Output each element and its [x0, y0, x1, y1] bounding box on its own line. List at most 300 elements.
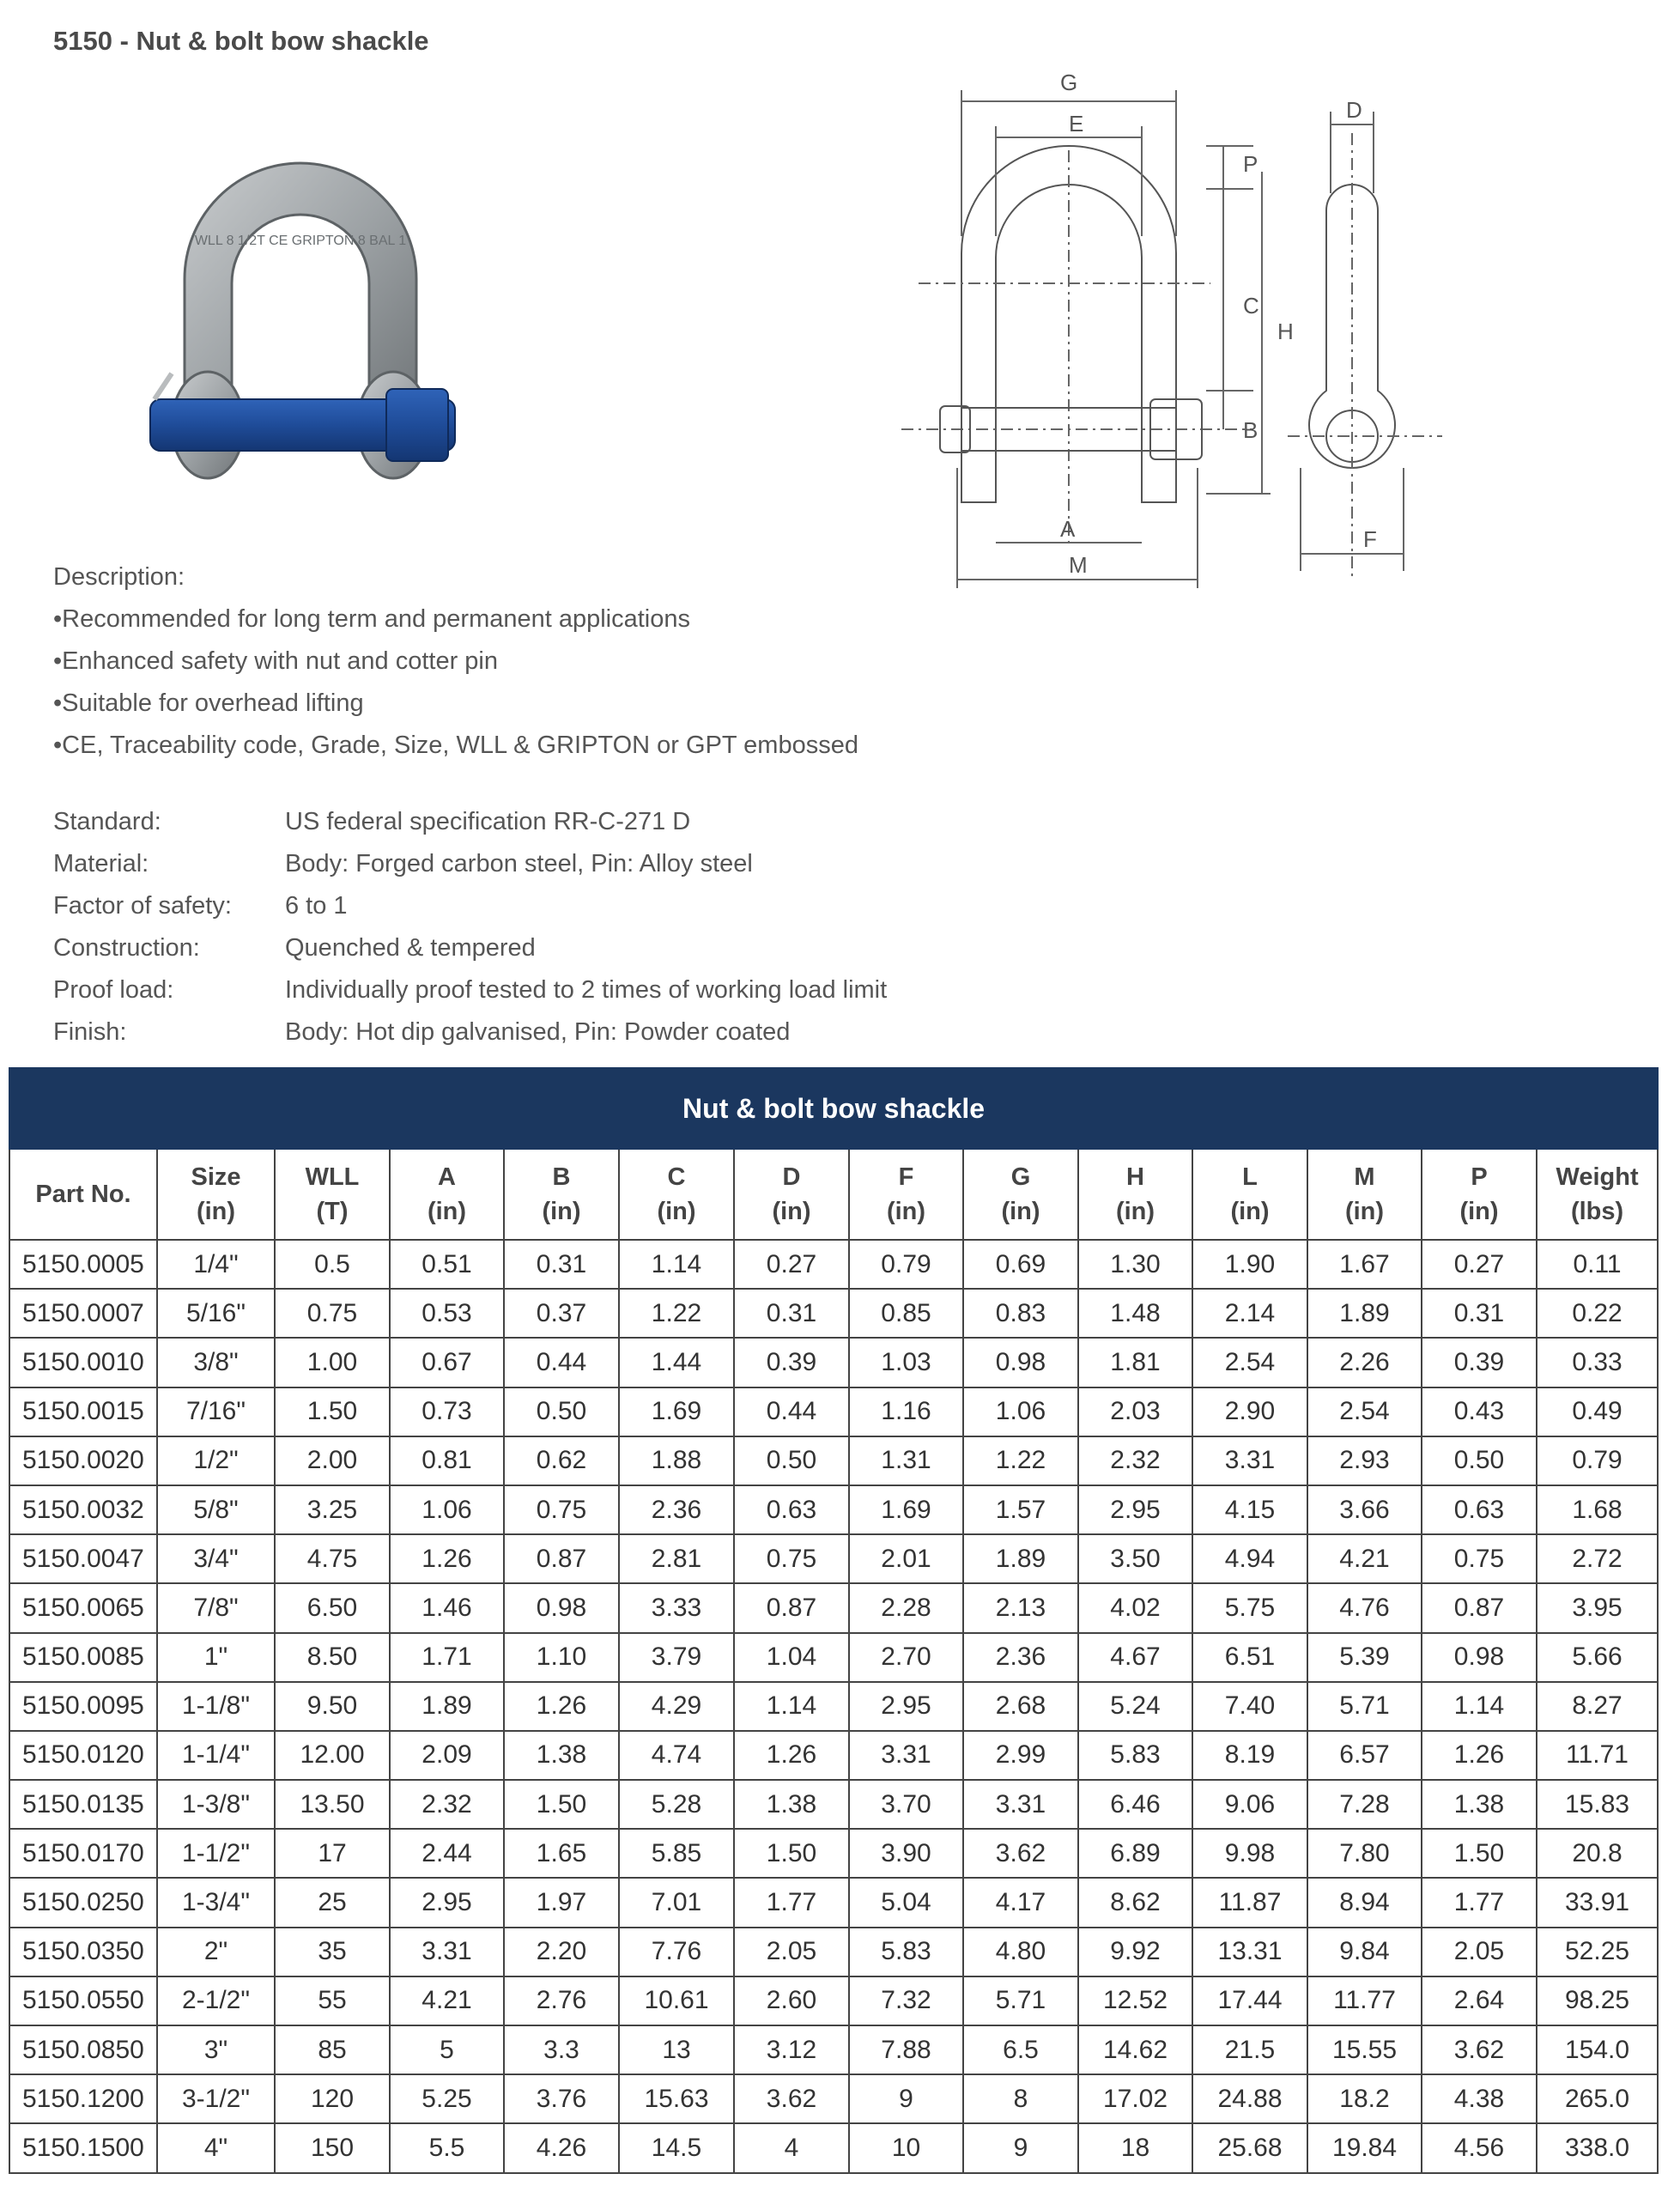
dim-label-m: M [1069, 552, 1088, 578]
table-cell: 2.26 [1307, 1338, 1422, 1387]
description [53, 556, 858, 767]
dim-label-c: C [1243, 293, 1259, 319]
table-cell: 1.65 [504, 1829, 619, 1878]
table-cell: 2.13 [963, 1583, 1078, 1632]
table-cell: 0.81 [390, 1436, 504, 1485]
table-cell: 5150.0047 [9, 1534, 157, 1583]
column-unit: (in) [427, 1198, 467, 1225]
table-cell: 98.25 [1537, 1976, 1658, 2025]
table-cell: 5.24 [1078, 1682, 1192, 1731]
table-cell: 0.83 [963, 1289, 1078, 1338]
table-cell: 5150.0020 [9, 1436, 157, 1485]
table-row [9, 1878, 1658, 1927]
table-cell: 4.74 [619, 1731, 734, 1780]
table-cell: 7/8" [157, 1583, 275, 1632]
table-cell: 1.67 [1307, 1240, 1422, 1289]
table-cell: 4.75 [275, 1534, 390, 1583]
table-cell: 2.54 [1192, 1338, 1307, 1387]
table-cell: 2.95 [1078, 1485, 1192, 1534]
spec-row [53, 885, 887, 927]
column-header [390, 1149, 504, 1240]
table-cell: 4 [734, 2123, 849, 2172]
table-cell: 1.69 [849, 1485, 963, 1534]
table-cell: 4.56 [1422, 2123, 1537, 2172]
table-cell: 5150.0007 [9, 1289, 157, 1338]
table-cell: 1.71 [390, 1633, 504, 1682]
table-cell: 1.22 [963, 1436, 1078, 1485]
table-cell: 8.19 [1192, 1731, 1307, 1780]
column-header [849, 1149, 963, 1240]
table-cell: 2.36 [963, 1633, 1078, 1682]
table-cell: 0.44 [504, 1338, 619, 1387]
column-header [275, 1149, 390, 1240]
table-cell: 5.5 [390, 2123, 504, 2172]
table-cell: 0.79 [1537, 1436, 1658, 1485]
table-cell: 2.95 [849, 1682, 963, 1731]
dim-label-h: H [1277, 319, 1294, 344]
table-cell: 35 [275, 1928, 390, 1976]
table-cell: 12.00 [275, 1731, 390, 1780]
table-cell: 5.25 [390, 2074, 504, 2123]
table-cell: 4.15 [1192, 1485, 1307, 1534]
table-cell: 0.31 [504, 1240, 619, 1289]
table-cell: 9.98 [1192, 1829, 1307, 1878]
column-header [9, 1149, 157, 1240]
table-cell: 25.68 [1192, 2123, 1307, 2172]
column-name: B [552, 1163, 571, 1191]
table-cell: 1.88 [619, 1436, 734, 1485]
table-cell: 4.94 [1192, 1534, 1307, 1583]
table-cell: 5150.0085 [9, 1633, 157, 1682]
table-cell: 1.06 [390, 1485, 504, 1534]
table-cell: 3.33 [619, 1583, 734, 1632]
table-cell: 0.11 [1537, 1240, 1658, 1289]
table-cell: 2.32 [1078, 1436, 1192, 1485]
table-cell: 0.75 [1422, 1534, 1537, 1583]
table-cell: 7.76 [619, 1928, 734, 1976]
table-cell: 5.39 [1307, 1633, 1422, 1682]
table-cell: 1.03 [849, 1338, 963, 1387]
column-unit: (in) [1459, 1198, 1499, 1225]
table-cell: 0.27 [734, 1240, 849, 1289]
table-cell: 5150.0010 [9, 1338, 157, 1387]
table-cell: 1.00 [275, 1338, 390, 1387]
column-header [504, 1149, 619, 1240]
table-cell: 9.92 [1078, 1928, 1192, 1976]
table-cell: 17 [275, 1829, 390, 1878]
table-cell: 3.31 [849, 1731, 963, 1780]
table-cell: 7.28 [1307, 1780, 1422, 1829]
table-cell: 4.38 [1422, 2074, 1537, 2123]
table-cell: 2.76 [504, 1976, 619, 2025]
spec-row [53, 1011, 887, 1053]
table-cell: 1" [157, 1633, 275, 1682]
table-cell: 0.43 [1422, 1387, 1537, 1436]
table-cell: 2.09 [390, 1731, 504, 1780]
spec-row [53, 801, 887, 843]
table-cell: 0.27 [1422, 1240, 1537, 1289]
table-cell: 6.57 [1307, 1731, 1422, 1780]
table-cell: 0.33 [1537, 1338, 1658, 1387]
table-cell: 1.14 [734, 1682, 849, 1731]
table-cell: 0.44 [734, 1387, 849, 1436]
table-cell: 4.67 [1078, 1633, 1192, 1682]
table-cell: 2.36 [619, 1485, 734, 1534]
table-cell: 2.90 [1192, 1387, 1307, 1436]
spec-row [53, 927, 887, 969]
table-cell: 1/4" [157, 1240, 275, 1289]
table-cell: 2.93 [1307, 1436, 1422, 1485]
dim-label-p: P [1243, 151, 1258, 177]
dim-label-a: A [1060, 516, 1076, 542]
table-cell: 7.88 [849, 2025, 963, 2074]
table-cell: 5150.0135 [9, 1780, 157, 1829]
table-cell: 8 [963, 2074, 1078, 2123]
table-body [9, 1240, 1658, 2173]
table-cell: 18.2 [1307, 2074, 1422, 2123]
table-cell: 7/16" [157, 1387, 275, 1436]
shackle-photo [137, 142, 464, 511]
table-cell: 1.10 [504, 1633, 619, 1682]
column-unit: (in) [542, 1198, 581, 1225]
table-cell: 1.38 [504, 1731, 619, 1780]
table-cell: 7.40 [1192, 1682, 1307, 1731]
table-cell: 9 [849, 2074, 963, 2123]
column-unit: (in) [1230, 1198, 1270, 1225]
table-cell: 4.02 [1078, 1583, 1192, 1632]
spec-value: Body: Hot dip galvanised, Pin: Powder coated [285, 1018, 791, 1046]
column-name: Weight [1556, 1163, 1639, 1191]
table-cell: 3.62 [963, 1829, 1078, 1878]
column-header [1422, 1149, 1537, 1240]
table-cell: 1.77 [734, 1878, 849, 1927]
table-cell: 3.25 [275, 1485, 390, 1534]
table-cell: 3.3 [504, 2025, 619, 2074]
table-row [9, 1387, 1658, 1436]
table-cell: 3.70 [849, 1780, 963, 1829]
table-cell: 5150.1500 [9, 2123, 157, 2172]
table-cell: 24.88 [1192, 2074, 1307, 2123]
table-cell: 0.87 [734, 1583, 849, 1632]
table-cell: 1.44 [619, 1338, 734, 1387]
table-cell: 3.79 [619, 1633, 734, 1682]
column-name: C [667, 1163, 686, 1191]
table-cell: 1.50 [504, 1780, 619, 1829]
dimension-drawing [893, 64, 1511, 597]
table-cell: 3" [157, 2025, 275, 2074]
table-cell: 0.63 [1422, 1485, 1537, 1534]
table-cell: 2.81 [619, 1534, 734, 1583]
table-cell: 85 [275, 2025, 390, 2074]
table-row [9, 1682, 1658, 1731]
spec-row [53, 969, 887, 1011]
spec-label: Material: [53, 850, 149, 877]
description-bullet: • Enhanced safety with nut and cotter pin [53, 641, 858, 683]
table-cell: 7.01 [619, 1878, 734, 1927]
table-cell: 9.06 [1192, 1780, 1307, 1829]
table-cell: 0.31 [734, 1289, 849, 1338]
table-cell: 3-1/2" [157, 2074, 275, 2123]
table-cell: 5150.1200 [9, 2074, 157, 2123]
table-cell: 3.50 [1078, 1534, 1192, 1583]
table-cell: 7.32 [849, 1976, 963, 2025]
table-cell: 0.39 [1422, 1338, 1537, 1387]
column-header [1192, 1149, 1307, 1240]
table-cell: 0.98 [1422, 1633, 1537, 1682]
table-cell: 13.50 [275, 1780, 390, 1829]
table-cell: 2.99 [963, 1731, 1078, 1780]
table-cell: 120 [275, 2074, 390, 2123]
table-row [9, 2025, 1658, 2074]
table-cell: 1.57 [963, 1485, 1078, 1534]
table-cell: 1/2" [157, 1436, 275, 1485]
table-cell: 1.77 [1422, 1878, 1537, 1927]
column-name: Part No. [35, 1181, 131, 1208]
table-cell: 1.89 [963, 1534, 1078, 1583]
table-cell: 4.26 [504, 2123, 619, 2172]
table-cell: 5.04 [849, 1878, 963, 1927]
table-cell: 0.39 [734, 1338, 849, 1387]
column-name: WLL [305, 1163, 360, 1191]
table-cell: 2.70 [849, 1633, 963, 1682]
table-cell: 5150.0250 [9, 1878, 157, 1927]
table-cell: 1.26 [390, 1534, 504, 1583]
table-cell: 3.31 [963, 1780, 1078, 1829]
table-cell: 8.62 [1078, 1878, 1192, 1927]
column-name: M [1354, 1163, 1375, 1191]
table-cell: 4.76 [1307, 1583, 1422, 1632]
table-cell: 0.31 [1422, 1289, 1537, 1338]
table-row [9, 1780, 1658, 1829]
table-cell: 3.62 [734, 2074, 849, 2123]
table-cell: 1-1/8" [157, 1682, 275, 1731]
column-unit: (in) [1344, 1198, 1385, 1225]
table-cell: 5 [390, 2025, 504, 2074]
table-cell: 8.50 [275, 1633, 390, 1682]
table-row [9, 1436, 1658, 1485]
table-cell: 5150.0015 [9, 1387, 157, 1436]
column-unit: (in) [657, 1198, 696, 1225]
table-cell: 1.26 [504, 1682, 619, 1731]
table-cell: 1-1/4" [157, 1731, 275, 1780]
table-cell: 2.44 [390, 1829, 504, 1878]
table-cell: 2.00 [275, 1436, 390, 1485]
table-cell: 2.60 [734, 1976, 849, 2025]
table-cell: 17.02 [1078, 2074, 1192, 2123]
photo-embossing: WLL 8 1/2T CE GRIPTON 8 BAL 1 [194, 234, 407, 248]
table-cell: 1.89 [390, 1682, 504, 1731]
table-cell: 338.0 [1537, 2123, 1658, 2172]
table-cell: 5.71 [1307, 1682, 1422, 1731]
table-cell: 4.21 [1307, 1534, 1422, 1583]
table-cell: 5.83 [849, 1928, 963, 1976]
table-cell: 0.69 [963, 1240, 1078, 1289]
table-cell: 5150.0550 [9, 1976, 157, 2025]
column-header [1537, 1149, 1658, 1240]
table-cell: 0.5 [275, 1240, 390, 1289]
table-cell: 2.05 [1422, 1928, 1537, 1976]
column-name: F [898, 1163, 914, 1191]
table-cell: 2-1/2" [157, 1976, 275, 2025]
table-cell: 265.0 [1537, 2074, 1658, 2123]
table-cell: 3.90 [849, 1829, 963, 1878]
table-row [9, 1289, 1658, 1338]
description-heading: Description: [53, 563, 185, 591]
table-cell: 17.44 [1192, 1976, 1307, 2025]
table-cell: 15.83 [1537, 1780, 1658, 1829]
table-cell: 6.50 [275, 1583, 390, 1632]
table-cell: 5.28 [619, 1780, 734, 1829]
table-cell: 1.90 [1192, 1240, 1307, 1289]
table-cell: 15.63 [619, 2074, 734, 2123]
table-cell: 11.77 [1307, 1976, 1422, 2025]
table-row [9, 1928, 1658, 1976]
table-cell: 1-1/2" [157, 1829, 275, 1878]
table-cell: 2.72 [1537, 1534, 1658, 1583]
table-row [9, 1338, 1658, 1387]
table-cell: 150 [275, 2123, 390, 2172]
table-cell: 3/8" [157, 1338, 275, 1387]
table-cell: 0.49 [1537, 1387, 1658, 1436]
table-cell: 52.25 [1537, 1928, 1658, 1976]
table-cell: 1.46 [390, 1583, 504, 1632]
product-table [9, 1067, 1657, 2174]
table-cell: 18 [1078, 2123, 1192, 2172]
column-header [963, 1149, 1078, 1240]
table-cell: 3.62 [1422, 2025, 1537, 2074]
table-cell: 0.50 [1422, 1436, 1537, 1485]
column-header [157, 1149, 275, 1240]
table-cell: 11.87 [1192, 1878, 1307, 1927]
table-cell: 14.62 [1078, 2025, 1192, 2074]
table-header-row [9, 1149, 1658, 1240]
table-cell: 0.73 [390, 1387, 504, 1436]
column-name: D [782, 1163, 801, 1191]
table-cell: 1.89 [1307, 1289, 1422, 1338]
table-cell: 4" [157, 2123, 275, 2172]
table-cell: 0.85 [849, 1289, 963, 1338]
description-bullet: • Recommended for long term and permanent applications [53, 598, 858, 641]
table-cell: 3.66 [1307, 1485, 1422, 1534]
table-cell: 5150.0350 [9, 1928, 157, 1976]
table-cell: 1.16 [849, 1387, 963, 1436]
table-cell: 2.68 [963, 1682, 1078, 1731]
table-cell: 5150.0065 [9, 1583, 157, 1632]
table-cell: 5150.0120 [9, 1731, 157, 1780]
table-cell: 3/4" [157, 1534, 275, 1583]
column-unit: (in) [1115, 1198, 1155, 1225]
table-row [9, 1731, 1658, 1780]
table-cell: 5150.0850 [9, 2025, 157, 2074]
column-header [1307, 1149, 1422, 1240]
table-cell: 4.17 [963, 1878, 1078, 1927]
table-cell: 14.5 [619, 2123, 734, 2172]
table-cell: 19.84 [1307, 2123, 1422, 2172]
table-cell: 25 [275, 1878, 390, 1927]
table-cell: 1.81 [1078, 1338, 1192, 1387]
spec-value: US federal specification RR-C-271 D [285, 808, 691, 835]
table-cell: 8.94 [1307, 1878, 1422, 1927]
table-cell: 5.85 [619, 1829, 734, 1878]
table-cell: 2" [157, 1928, 275, 1976]
table-cell: 0.98 [963, 1338, 1078, 1387]
table-cell: 1-3/4" [157, 1878, 275, 1927]
table-cell: 9.50 [275, 1682, 390, 1731]
table-cell: 1.06 [963, 1387, 1078, 1436]
table-cell: 1.30 [1078, 1240, 1192, 1289]
table-cell: 1.38 [734, 1780, 849, 1829]
table-cell: 3.76 [504, 2074, 619, 2123]
column-header [1078, 1149, 1192, 1240]
spec-label: Construction: [53, 934, 200, 962]
table-cell: 6.89 [1078, 1829, 1192, 1878]
table-cell: 0.62 [504, 1436, 619, 1485]
table-cell: 33.91 [1537, 1878, 1658, 1927]
dim-label-e: E [1069, 111, 1084, 137]
table-cell: 0.75 [275, 1289, 390, 1338]
table-cell: 1-3/8" [157, 1780, 275, 1829]
table-cell: 4.29 [619, 1682, 734, 1731]
table-cell: 6.46 [1078, 1780, 1192, 1829]
column-header [619, 1149, 734, 1240]
table-cell: 5/8" [157, 1485, 275, 1534]
table-cell: 12.52 [1078, 1976, 1192, 2025]
column-name: L [1242, 1163, 1258, 1191]
column-unit: (in) [196, 1198, 236, 1225]
table-row [9, 2123, 1658, 2172]
table-cell: 1.04 [734, 1633, 849, 1682]
table-cell: 0.87 [504, 1534, 619, 1583]
table-cell: 5150.0095 [9, 1682, 157, 1731]
table-cell: 3.31 [1192, 1436, 1307, 1485]
table-cell: 2.28 [849, 1583, 963, 1632]
table-cell: 1.22 [619, 1289, 734, 1338]
dim-label-f: F [1363, 526, 1377, 552]
table-cell: 2.05 [734, 1928, 849, 1976]
table-cell: 10 [849, 2123, 963, 2172]
table-cell: 0.51 [390, 1240, 504, 1289]
spec-value: Individually proof tested to 2 times of working load limit [285, 976, 888, 1004]
table-row [9, 1485, 1658, 1534]
description-bullet: • CE, Traceability code, Grade, Size, WLL & GRIPTON or GPT embossed [53, 725, 858, 767]
table-cell: 3.12 [734, 2025, 849, 2074]
column-name: G [1010, 1163, 1031, 1191]
table-title: Nut & bolt bow shackle [9, 1068, 1658, 1149]
table-cell: 0.79 [849, 1240, 963, 1289]
spec-value: 6 to 1 [285, 892, 348, 920]
table-row [9, 1534, 1658, 1583]
table-cell: 4.80 [963, 1928, 1078, 1976]
table-row [9, 1633, 1658, 1682]
page-title: 5150 - Nut & bolt bow shackle [53, 26, 429, 56]
column-header [734, 1149, 849, 1240]
spec-list [53, 801, 887, 1053]
table-cell: 1.50 [1422, 1829, 1537, 1878]
table-cell: 1.50 [734, 1829, 849, 1878]
description-bullet: • Suitable for overhead lifting [53, 683, 858, 725]
table-cell: 5.66 [1537, 1633, 1658, 1682]
description-list [53, 598, 858, 767]
spec-label: Proof load: [53, 976, 174, 1004]
column-unit: (in) [772, 1198, 811, 1225]
table-cell: 2.01 [849, 1534, 963, 1583]
table-row [9, 1583, 1658, 1632]
table-cell: 6.5 [963, 2025, 1078, 2074]
column-name: A [438, 1163, 456, 1191]
table-cell: 3.95 [1537, 1583, 1658, 1632]
table-cell: 5.71 [963, 1976, 1078, 2025]
table-cell: 1.69 [619, 1387, 734, 1436]
